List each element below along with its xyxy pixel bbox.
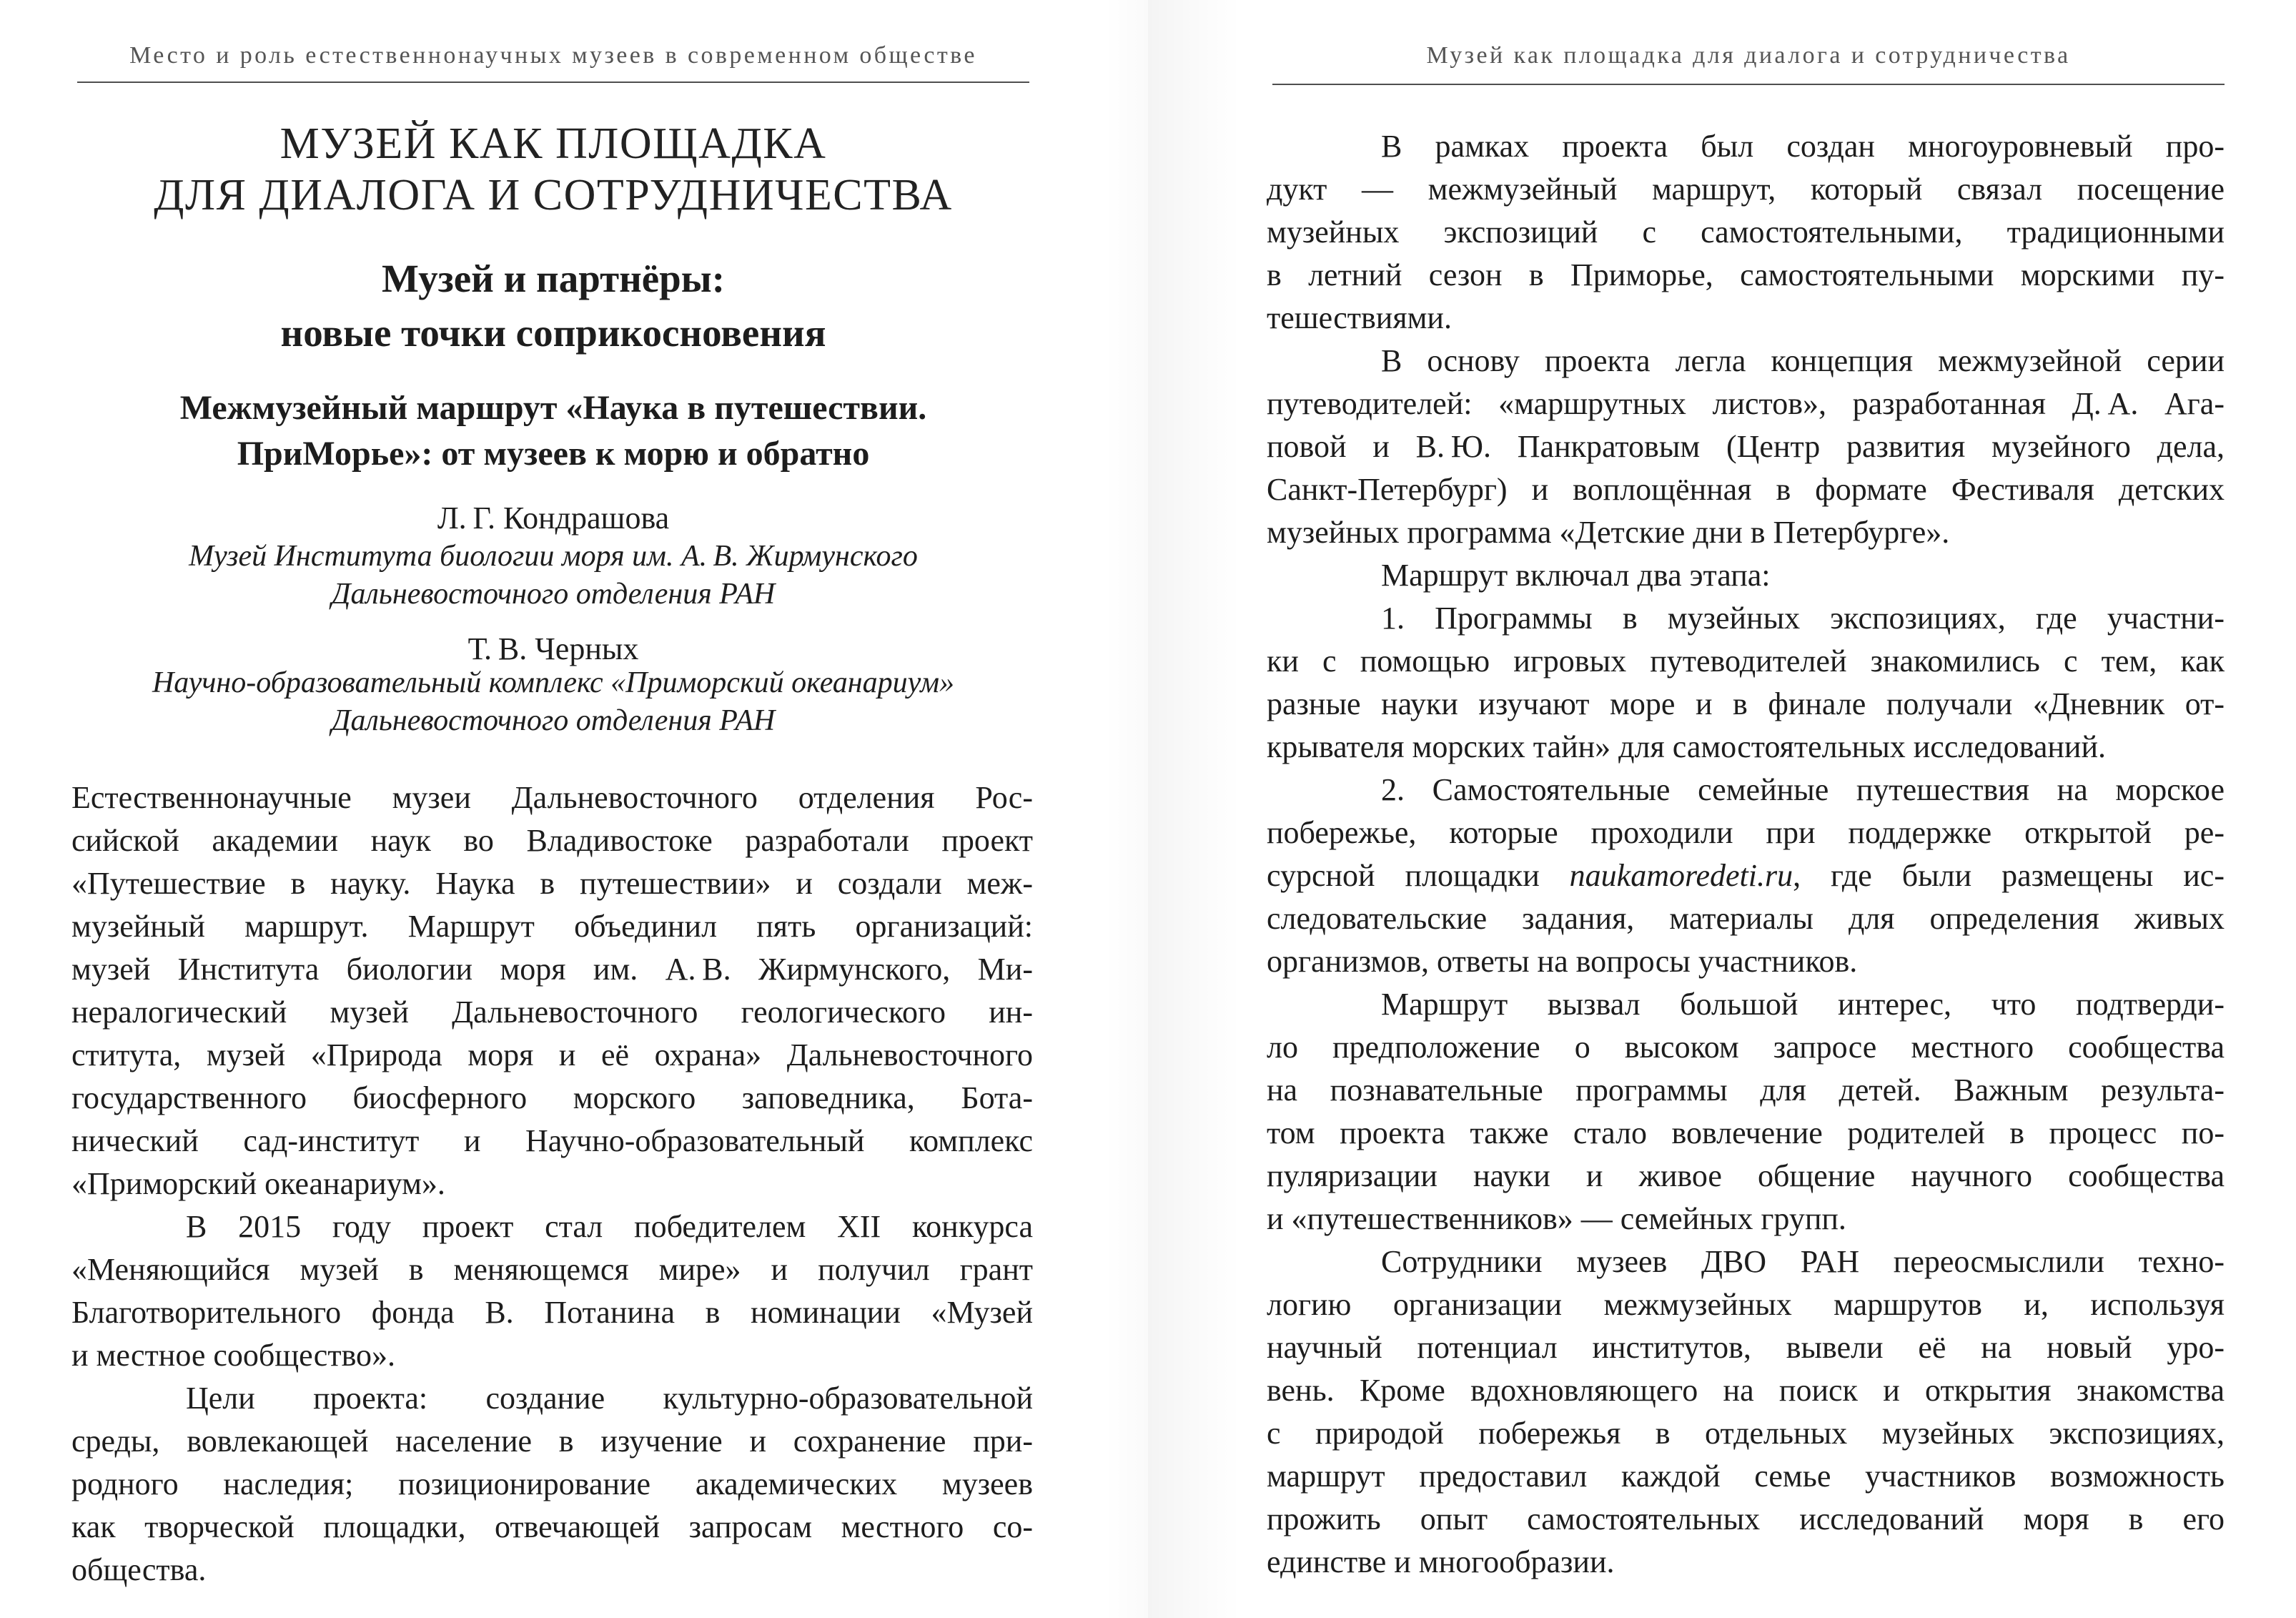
body-line: путеводителей: «маршрутных листов», разработанная Д. А. Ага- (1267, 386, 2225, 421)
body-line: сийской академии наук во Владивостоке разработали проект (71, 823, 1033, 858)
body-line: Благотворительного фонда В. Потанина в номинации «Музей (71, 1295, 1033, 1330)
body-line: и «путешественников» — семейных групп. (1267, 1201, 1846, 1236)
body-line: единстве и многообразии. (1267, 1544, 1615, 1579)
body-line: музейных программа «Детские дни в Петербурге». (1267, 515, 1950, 550)
spine-shadow (1148, 0, 1241, 1618)
paragraph (1267, 125, 2225, 340)
body-line: на познавательные программы для детей. Важным результа- (1267, 1072, 2225, 1108)
body-line: ститута, музей «Природа моря и её охрана» Дальневосточного (71, 1037, 1033, 1072)
body-line: Санкт-Петербург) и воплощённая в формате Фестиваля детских (1267, 472, 2225, 507)
body-line: как творческой площадки, отвечающей запросам местного со- (71, 1509, 1033, 1544)
body-line: следовательские задания, материалы для определения живых (1267, 901, 2225, 936)
body-line: музейный маршрут. Маршрут объединил пять организаций: (71, 909, 1033, 944)
body-line: дукт — межмузейный маршрут, который связал посещение (1267, 172, 2225, 207)
paragraph (1267, 769, 2225, 983)
body-line: Сотрудники музеев ДВО РАН переосмыслили техно- (1381, 1244, 2225, 1279)
subsection-title (77, 252, 1029, 360)
affiliation-line: Дальневосточного отделения РАН (331, 704, 776, 737)
body-line: Естественнонаучные музеи Дальневосточного отделения Рос- (71, 780, 1033, 815)
line-text: сурсной площадки (1267, 858, 1570, 893)
affiliation-line: Музей Института биологии моря им. А. В. Жирмунского (189, 540, 918, 573)
body-line: 1. Программы в музейных экспозициях, где участни- (1381, 601, 2225, 636)
body-line (1267, 854, 2225, 897)
body-line: музейных экспозиций с самостоятельными, традиционными (1267, 214, 2225, 250)
section-title (77, 118, 1029, 221)
body-line: Маршрут вызвал большой интерес, что подтверди- (1381, 987, 2225, 1022)
article-title (77, 385, 1029, 477)
section-title-line: ДЛЯ ДИАЛОГА И СОТРУДНИЧЕСТВА (154, 171, 953, 219)
body-text (1267, 125, 2225, 1584)
subsection-title-line: новые точки соприкосновения (280, 311, 826, 355)
body-line: ло предположение о высоком запросе местного сообщества (1267, 1030, 2225, 1065)
author-name: Л. Г. Кондрашова (437, 500, 670, 536)
body-line: государственного биосферного морского заповедника, Бота- (71, 1080, 1033, 1115)
author-name: Т. В. Черных (467, 631, 639, 666)
body-line: В рамках проекта был создан многоуровневый про- (1381, 129, 2225, 164)
running-header: Музей как площадка для диалога и сотрудничества (1426, 42, 2071, 69)
right-page (1148, 0, 2296, 1618)
article-title-line: Межмузейный маршрут «Наука в путешествии. (179, 389, 927, 427)
affiliation-line: Научно-образовательный комплекс «Приморский океанариум» (152, 666, 955, 699)
line-text: , где были размещены ис- (1793, 858, 2225, 893)
body-line: общества. (71, 1552, 207, 1587)
subsection-title-line: Музей и партнёры: (381, 257, 726, 300)
paragraph (1267, 597, 2225, 769)
body-line: разные науки изучают море и в финале получали «Дневник от- (1267, 686, 2225, 721)
paragraph (71, 1205, 1033, 1377)
header-rule (1272, 84, 2225, 85)
paragraph (1267, 340, 2225, 554)
body-line: тешествиями. (1267, 300, 1452, 335)
body-line: нералогический музей Дальневосточного геологического ин- (71, 995, 1033, 1030)
body-line: музей Института биологии моря им. А. В. Жирмунского, Ми- (71, 952, 1033, 987)
body-line: логию организации межмузейных маршрутов и, используя (1267, 1287, 2225, 1322)
author-affiliation (77, 538, 1029, 613)
section-title-line: МУЗЕЙ КАК ПЛОЩАДКА (279, 119, 827, 168)
body-line: 2. Самостоятельные семейные путешествия на морское (1381, 772, 2225, 807)
body-line: с природой побережья в отдельных музейных экспозициях, (1267, 1416, 2225, 1451)
body-line: прожить опыт самостоятельных исследований моря в его (1267, 1501, 2225, 1536)
body-line: пуляризации науки и живое общение научного сообщества (1267, 1158, 2225, 1193)
body-line: В основу проекта легла концепция межмузейной серии (1381, 343, 2225, 378)
body-text (71, 776, 1033, 1592)
body-line: В 2015 году проект стал победителем XII конкурса (186, 1209, 1033, 1244)
body-line: крывателя морских тайн» для самостоятельных исследований. (1267, 729, 2107, 764)
body-line: том проекта также стало вовлечение родителей в процесс по- (1267, 1115, 2225, 1150)
body-line: нический сад-институт и Научно-образовательный комплекс (71, 1123, 1033, 1158)
paragraph (71, 1377, 1033, 1592)
body-line: «Путешествие в науку. Наука в путешествии» и создали меж- (71, 866, 1033, 901)
body-line: повой и В. Ю. Панкратовым (Центр развития музейного дела, (1267, 429, 2225, 464)
body-line: Цели проекта: создание культурно-образовательной (186, 1381, 1033, 1416)
running-header: Место и роль естественнонаучных музеев в современном обществе (129, 42, 977, 69)
header-rule (77, 82, 1029, 83)
body-line: и местное сообщество». (71, 1338, 396, 1373)
body-line: научный потенциал институтов, вывели её на новый уро- (1267, 1330, 2225, 1365)
paragraph (1267, 554, 2225, 597)
paragraph (1267, 983, 2225, 1240)
body-line: маршрут предоставил каждой семье участников возможность (1267, 1459, 2225, 1494)
spine-shadow (1105, 0, 1148, 1618)
body-line: родного наследия; позиционирование академических музеев (71, 1466, 1033, 1501)
body-line: в летний сезон в Приморье, самостоятельными морскими пу- (1267, 257, 2225, 292)
body-line: ки с помощью игровых путеводителей знакомились с тем, как (1267, 643, 2225, 679)
body-line: среды, вовлекающей население в изучение и сохранение при- (71, 1424, 1033, 1459)
body-line: «Меняющийся музей в меняющемся мире» и получил грант (71, 1252, 1033, 1287)
author-affiliation (77, 664, 1029, 740)
body-line: вень. Кроме вдохновляющего на поиск и открытия знакомства (1267, 1373, 2225, 1408)
paragraph (71, 776, 1033, 1205)
body-line: «Приморский океанариум». (71, 1166, 445, 1201)
body-line: побережье, которые проходили при поддержке открытой ре- (1267, 815, 2225, 850)
website-link-text: naukamoredeti.ru (1569, 858, 1793, 893)
article-title-line: ПриМорье»: от музеев к морю и обратно (237, 435, 870, 473)
body-line: организмов, ответы на вопросы участников. (1267, 944, 1858, 979)
paragraph (1267, 1240, 2225, 1584)
affiliation-line: Дальневосточного отделения РАН (331, 578, 776, 611)
body-line: Маршрут включал два этапа: (1381, 558, 1771, 593)
